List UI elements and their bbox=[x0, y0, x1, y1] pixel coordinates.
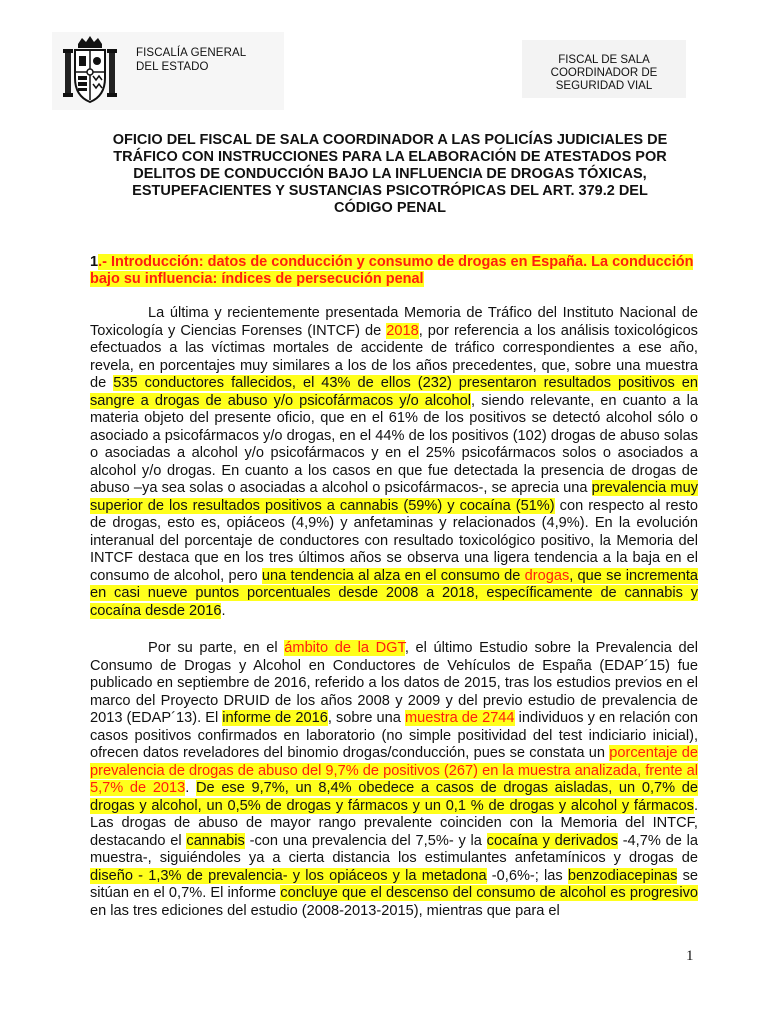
highlighted-text: diseño - 1,3% de prevalencia- y los opiáceos y la metadona bbox=[90, 867, 487, 884]
highlighted-red-text: porcentaje de prevalencia de drogas de abuso del 9,7% de positivos (267) en la muestra analizada, frente al 5,7% de 2013 bbox=[90, 745, 698, 796]
text-run: . Las drogas de abuso de mayor rango prevalente coinciden con la Memoria del INTCF, destacando el bbox=[90, 797, 698, 849]
highlighted-red-text: drogas bbox=[524, 567, 570, 584]
highlighted-text: cocaína y derivados bbox=[486, 832, 618, 849]
text-run: . bbox=[185, 780, 196, 796]
text-run: , por referencia a los análisis toxicológicos efectuados a las víctimas mortales de accidente de tráfico correspondientes a ese año, revela, en porcentajes muy similares a los de los años precedentes, que, sobre una muestra de bbox=[90, 322, 698, 391]
highlighted-text: cannabis bbox=[186, 832, 245, 849]
text-run: se sitúan en el 0,7%. El informe bbox=[90, 867, 699, 901]
title-line: CÓDIGO PENAL bbox=[334, 200, 446, 216]
highlighted-red-text: muestra de 2744 bbox=[404, 710, 515, 726]
paragraph-dgt bbox=[90, 640, 698, 920]
text-run: . bbox=[221, 602, 226, 619]
text-run: La última y recientemente presentada Memoria de Tráfico del Instituto Nacional de Toxicología y Ciencias Forenses (INTCF) de bbox=[90, 305, 698, 339]
section-heading bbox=[90, 254, 702, 288]
highlighted-text: una tendencia al alza en el consumo de bbox=[261, 567, 525, 584]
department-line: FISCAL DE SALA bbox=[558, 54, 650, 66]
text-run: Por su parte, en el bbox=[148, 640, 285, 656]
paragraph-intcf bbox=[90, 305, 698, 620]
text-run: , el último Estudio sobre la Prevalencia del Consumo de Drogas y Alcohol en Conductores de Vehículos de España (EDAP´15) fue publicado en septiembre de 2016, referido a los datos de 2015, tras los estudios previos en el marco del Proyecto DRUID de los años 2008 y 2009 y del previo estudio de prevalencia de 2013 (EDAP´13). El bbox=[90, 640, 699, 726]
text-run: -con una prevalencia del 7,5%- y la bbox=[244, 832, 487, 849]
text-run: , sobre una bbox=[327, 710, 405, 726]
highlighted-text: , que se incrementa en casi nueve puntos porcentuales desde 2008 a 2018, específicamente de cannabis y cocaína desde 2016 bbox=[90, 567, 698, 619]
highlighted-text: prevalencia muy superior de los resultados positivos a cannabis (59%) y cocaína (51%) bbox=[90, 480, 698, 514]
highlighted-text: De ese 9,7%, un 8,4% obedece a casos de drogas aisladas, un 0,7% de drogas y alcohol, un 0,5% de drogas y fármacos y un 0,1 % de drogas y alcohol y fármacos bbox=[90, 780, 698, 814]
organization-name-line: DEL ESTADO bbox=[136, 61, 209, 73]
coat-of-arms-icon bbox=[62, 34, 118, 108]
title-line: ESTUPEFACIENTES Y SUSTANCIAS PSICOTRÓPICAS DEL ART. 379.2 DEL bbox=[132, 183, 648, 199]
text-run: , siendo relevante, en cuanto a la materia objeto del presente oficio, que en el 61% de los positivos se detectó alcohol sólo o asociado a psicofármacos y/o drogas, en el 44% de los positivos (102) drogas de abuso solas o asociadas a alcohol y/o psicofármacos y en el 25% psicofármacos solos o asociados a alcohol y/o drogas. En cuanto a los casos en que fue detectada la presencia de drogas de abuso –ya sea solas o asociadas a alcohol o psicofármacos-, se aprecia una bbox=[90, 392, 698, 496]
letterhead-right bbox=[522, 40, 686, 98]
title-line: OFICIO DEL FISCAL DE SALA COORDINADOR A LAS POLICÍAS JUDICIALES DE bbox=[112, 132, 668, 148]
department-line: SEGURIDAD VIAL bbox=[555, 80, 653, 92]
letterhead-left bbox=[52, 32, 284, 110]
highlighted-text: benzodiacepinas bbox=[567, 867, 678, 884]
organization-name-line: FISCALÍA GENERAL bbox=[136, 47, 247, 59]
highlighted-year: 2018 bbox=[386, 322, 419, 339]
text-run: -4,7% de la muestra-, siguiéndoles ya a cierta distancia los estimulantes anfetamínicos y drogas de bbox=[90, 832, 698, 866]
document-title bbox=[90, 132, 690, 217]
text-run: en las tres ediciones del estudio (2008-2013-2015), mientras que para el bbox=[90, 902, 560, 919]
section-number: 1 bbox=[90, 254, 99, 270]
department-line: COORDINADOR DE bbox=[550, 67, 658, 79]
highlighted-text: informe de 2016 bbox=[222, 710, 328, 726]
title-line: TRÁFICO CON INSTRUCCIONES PARA LA ELABORACIÓN DE ATESTADOS POR bbox=[113, 149, 667, 165]
title-line: DELITOS DE CONDUCCIÓN BAJO LA INFLUENCIA DE DROGAS TÓXICAS, bbox=[133, 166, 647, 182]
highlighted-red-text: ámbito de la DGT bbox=[284, 640, 405, 656]
text-run: individuos y en relación con casos positivos confirmados en laboratorio (no simple positividad del test indiciario inicial), ofrecen datos reveladores del binomio drogas/conducción, pues se constata un bbox=[90, 710, 699, 761]
page-number: 1 bbox=[686, 948, 694, 964]
text-run: -0,6%-; las bbox=[486, 867, 568, 884]
highlighted-text: 535 conductores fallecidos, el 43% de ellos (232) presentaron resultados positivos en sangre a drogas de abuso y/o psicofármacos y/o alcohol bbox=[90, 375, 698, 409]
section-heading-text: .- Introducción: datos de conducción y consumo de drogas en España. La conducción bajo su influencia: índices de persecución penal bbox=[90, 254, 694, 287]
highlighted-text: concluye que el descenso del consumo de alcohol es progresivo bbox=[280, 885, 698, 901]
organization-name bbox=[136, 46, 246, 74]
text-run: con respecto al resto de drogas, esto es, opiáceos (4,9%) y anfetaminas y relacionados (4,9%). En la evolución interanual del porcentaje de conductores con resultado toxicológico positivo, la Memoria del INTCF destaca que en los tres últimos años se observa una ligera tendencia a la baja en el consumo de alcohol, pero bbox=[90, 497, 698, 584]
